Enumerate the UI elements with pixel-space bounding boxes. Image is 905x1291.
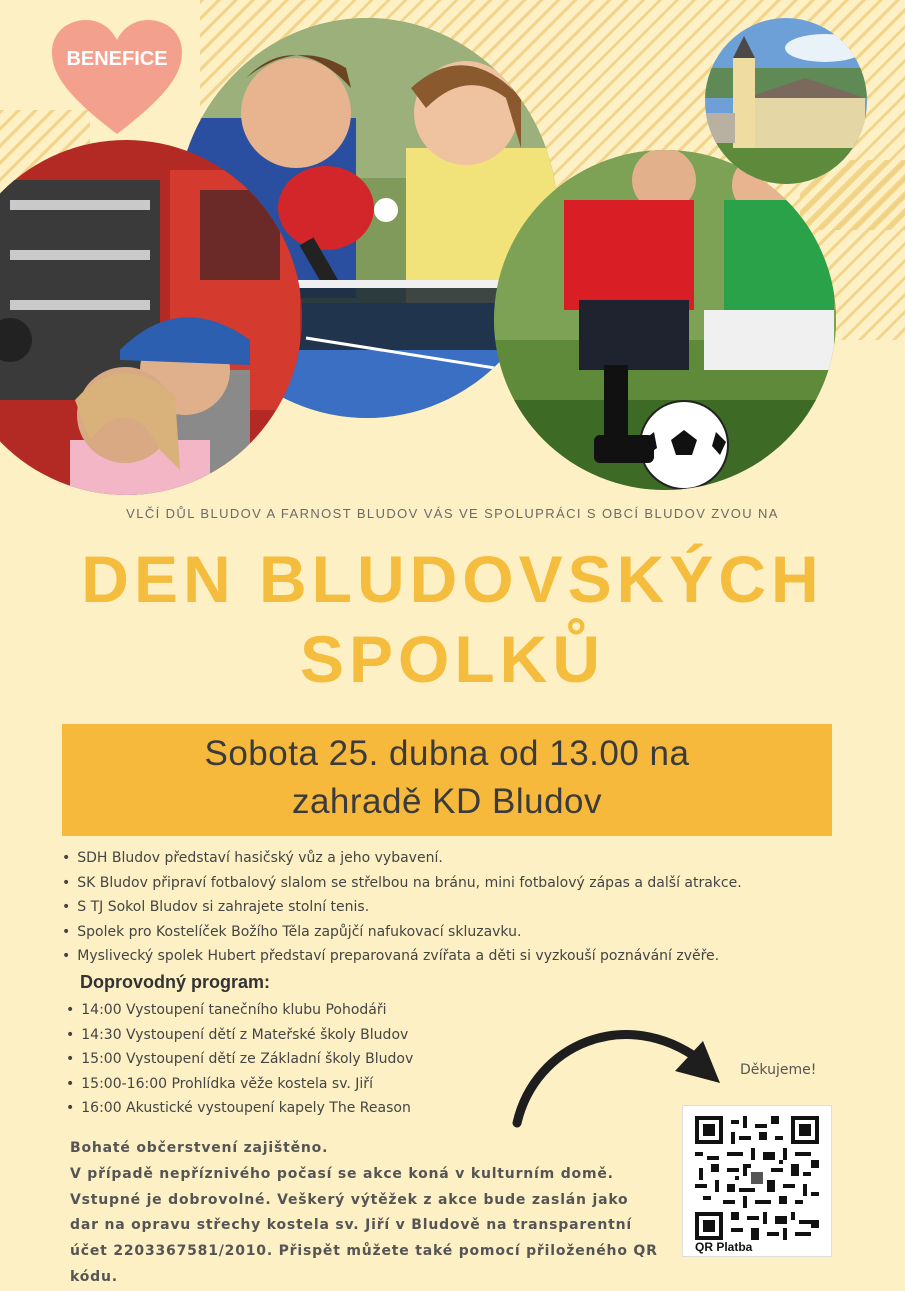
list-item: • 16:00 Akustické vystoupení kapely The Reason	[66, 1100, 411, 1117]
qr-code[interactable]	[682, 1105, 832, 1257]
list-item: • 14:30 Vystoupení dětí z Mateřské školy Bludov	[66, 1026, 409, 1043]
qr-code-icon	[695, 1116, 819, 1240]
list-item: • 15:00-16:00 Prohlídka věže kostela sv. Jiří	[66, 1075, 373, 1092]
list-item: • S TJ Sokol Bludov si zahrajete stolní tenis.	[62, 899, 370, 916]
qr-label: QR Platba	[695, 1240, 753, 1254]
list-item: • 15:00 Vystoupení dětí ze Základní školy Bludov	[66, 1051, 414, 1068]
footer-refreshments: Bohaté občerstvení zajištěno.	[70, 1140, 329, 1156]
date-line2: zahradě KD Bludov	[291, 782, 603, 821]
list-item: • 14:00 Vystoupení tanečního klubu Pohodáři	[66, 1002, 387, 1018]
list-item: • SDH Bludov představí hasičský vůz a jeho vybavení.	[62, 850, 443, 866]
program-list	[66, 1002, 413, 1125]
event-title-line1: DEN BLUDOVSKÝCH	[81, 542, 824, 616]
thanks-text: Děkujeme!	[740, 1062, 817, 1078]
event-title-line2: SPOLKŮ	[299, 622, 606, 696]
list-item: • Spolek pro Kostelíček Božího Těla zapůjčí nafukovací skluzavku.	[62, 923, 522, 940]
date-line1: Sobota 25. dubna od 13.00 na	[204, 734, 690, 773]
invite-line: VLČÍ DŮL BLUDOV A FARNOST BLUDOV VÁS VE SPOLUPRÁCI S OBCÍ BLUDOV ZVOU NA	[126, 506, 779, 521]
date-banner	[62, 724, 832, 836]
benefice-badge-label: BENEFICE	[66, 48, 168, 70]
activities-list	[62, 850, 742, 973]
footer-weather: V případě nepříznivého počasí se akce koná v kulturním domě.	[70, 1165, 614, 1182]
footer-info	[70, 1136, 660, 1291]
photo-church	[705, 18, 867, 184]
list-item: • SK Bludov připraví fotbalový slalom se střelbou na bránu, mini fotbalový zápas a další atrakce.	[62, 874, 742, 891]
heart-badge-icon	[50, 18, 184, 138]
list-item: • Myslivecký spolek Hubert představí preparovaná zvířata a děti si vyzkouší poznávání zvěře.	[62, 948, 720, 965]
footer-donation: Vstupné je dobrovolné. Veškerý výtěžek z akce bude zaslán jako dar na opravu střechy kostela sv. Jiří v Bludově na transparentní účet 2203367581/2010. Přispět můžete také pomocí přiloženého QR kódu.	[70, 1191, 658, 1285]
program-heading: Doprovodný program:	[80, 972, 271, 992]
photo-football	[494, 150, 836, 490]
